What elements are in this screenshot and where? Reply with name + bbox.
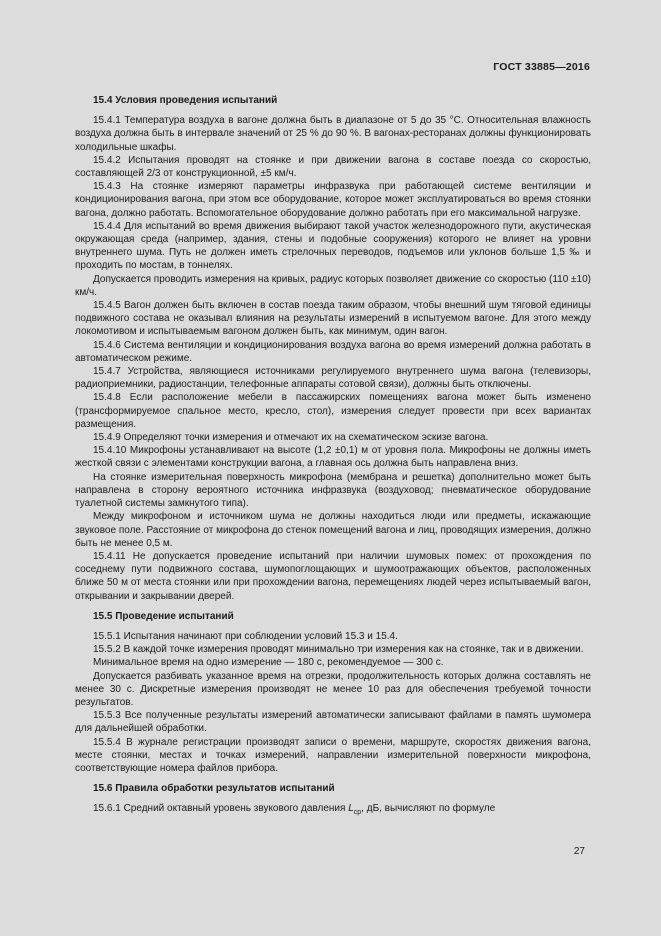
paragraph: На стоянке измерительная поверхность микрофона (мембрана и решетка) дополнительно может быть направлена в сторону вероятного источника инфразвука (воздуховод; пневматическое оборудование туалетной системы замкнутого типа). xyxy=(75,471,591,510)
section-heading: 15.5 Проведение испытаний xyxy=(93,610,234,622)
paragraph: 15.4.8 Если расположение мебели в пассажирских помещениях вагона может быть изменено (трансформируемое спальное место, кресло, стол), измерения следует провести при всех вариантах размещения. xyxy=(75,392,591,430)
document-footer xyxy=(574,846,585,857)
paragraph: Допускается проводить измерения на кривых, радиус которых позволяет движение со скоростью (110 ±10) км/ч. xyxy=(75,273,591,298)
paragraph: 15.4.2 Испытания проводят на стоянке и при движении вагона в составе поезда со скоростью, составляющей 2/3 от конструкционной, ±5 км/ч. xyxy=(75,154,591,180)
paragraph: 15.4.3 На стоянке измеряют параметры инфразвука при работающей системе вентиляции и кондиционирования вагона, при этом все оборудование, которое может эксплуатироваться во время стоянки вагона, должно работать. Вспомогательное оборудование должно работать при его максимальной нагрузке. xyxy=(75,181,591,219)
paragraph: 15.4.5 Вагон должен быть включен в состав поезда таким образом, чтобы внешний шум тяговой единицы подвижного состава не оказывал влияния на результаты измерений в испытуемом вагоне. Для этого между локомотивом и испытываемым вагоном должен быть, как минимум, один вагон. xyxy=(75,300,591,338)
document-content xyxy=(75,87,591,816)
paragraph: 15.5.1 Испытания начинают при соблюдении условий 15.3 и 15.4. xyxy=(93,630,398,642)
paragraph: 15.5.2 В каждой точке измерения проводят минимально три измерения как на стоянке, так и в движении. xyxy=(93,644,584,656)
formula-subscript: ср xyxy=(353,809,362,817)
section-heading: 15.4 Условия проведения испытаний xyxy=(93,95,278,106)
paragraph: Минимальное время на одно измерение — 180 с, рекомендуемое — 300 с. xyxy=(93,657,444,669)
paragraph xyxy=(75,802,591,815)
paragraph: 15.5.4 В журнале регистрации производят записи о времени, маршруте, скоростях движения вагона, месте стоянки, местах и точках измерений, направлении измерительной поверхности микрофона, соответствующие номера файлов прибора. xyxy=(75,736,591,774)
paragraph-text: 15.6.1 Средний октавный уровень звукового давления xyxy=(93,803,349,815)
paragraph: 15.4.7 Устройства, являющиеся источниками регулируемого внутреннего шума вагона (телевизоры, радиоприемники, радиостанции, телефонные аппараты сотовой связи), должны быть отключены. xyxy=(75,366,591,391)
doc-number: ГОСТ 33885—2016 xyxy=(493,61,590,73)
paragraph: 15.4.10 Микрофоны устанавливают на высоте (1,2 ±0,1) м от уровня пола. Микрофоны не должны иметь жесткой связи с элементами конструкции вагона, а главная ось должна быть направлена вниз. xyxy=(75,445,591,470)
paragraph: 15.4.4 Для испытаний во время движения выбирают такой участок железнодорожного пути, акустическая окружающая среда (например, здания, стены и подобные сооружения) которого не влияет на уровни внутреннего шума. Путь не должен иметь стрелочных переводов, подъемов или уклонов больше 1,5 ‰ и проходить по мостам, в тоннелях. xyxy=(75,220,591,272)
document-header xyxy=(493,61,590,73)
paragraph: 15.4.11 Не допускается проведение испытаний при наличии шумовых помех: от прохождения по соседнему пути подвижного состава, шумопоглощающих и шумоотражающих объектов, расположенных ближе 50 м от места стоянки или при прохождении вагона, перемещениях людей через испытываемый вагон, открывании и закрывании дверей. xyxy=(75,550,591,602)
paragraph: Между микрофоном и источником шума не должны находиться люди или предметы, искажающие звуковое поле. Расстояние от микрофона до стенок помещений вагона и лиц, проводящих измерения, должно быть не менее 0,5 м. xyxy=(75,511,591,549)
page-number: 27 xyxy=(573,846,585,857)
paragraph: Допускается разбивать указанное время на отрезки, продолжительность которых должна составлять не менее 30 с. Дискретные измерения производят не менее 10 раз для обеспечения требуемой точности результатов. xyxy=(75,670,591,708)
paragraph: 15.4.9 Определяют точки измерения и отмечают их на схематическом эскизе вагона. xyxy=(93,432,489,444)
paragraph: 15.5.3 Все полученные результаты измерений автоматически записывают файлами в память шумомера для дальнейшей обработки. xyxy=(75,710,591,735)
paragraph-text: , дБ, вычисляют по формуле xyxy=(361,803,496,815)
paragraph: 15.4.6 Система вентиляции и кондиционирования воздуха вагона во время измерений должна работать в автоматическом режиме. xyxy=(75,339,591,364)
paragraph-text: L xyxy=(348,803,354,815)
section-heading: 15.6 Правила обработки результатов испытаний xyxy=(93,783,335,795)
paragraph: 15.4.1 Температура воздуха в вагоне должна быть в диапазоне от 5 до 35 °С. Относительная влажность воздуха должна быть в интервале значений от 25 % до 90 %. В вагонах-ресторанах должны функционировать холодильные шкафы. xyxy=(75,115,591,153)
